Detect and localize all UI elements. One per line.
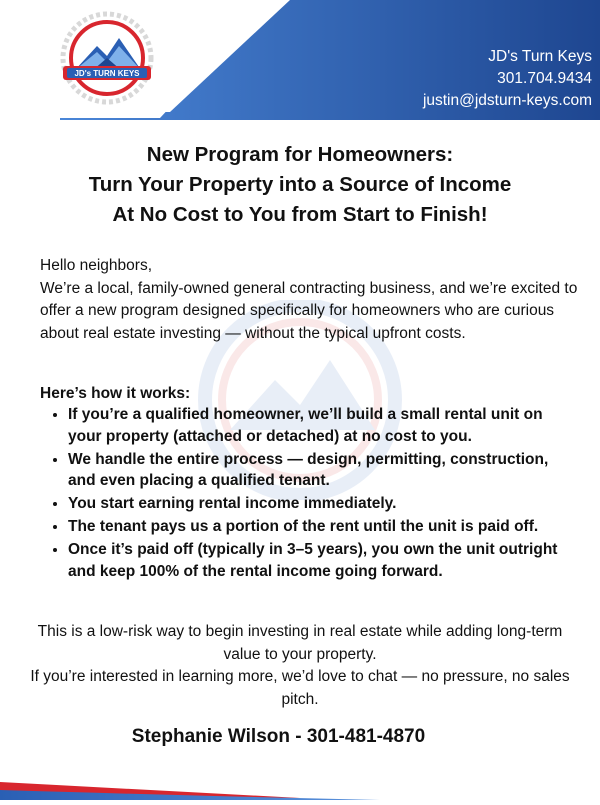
signature: Stephanie Wilson - 301-481-4870: [131, 726, 426, 747]
title-line-2: Turn Your Property into a Source of Income: [88, 173, 512, 196]
title-line-3: At No Cost to You from Start to Finish!: [112, 203, 488, 226]
contact-block: [423, 46, 592, 112]
logo-text: JD's TURN KEYS: [74, 69, 140, 78]
list-item: • You start earning rental income immediately.: [68, 493, 580, 515]
closing-section: [20, 621, 580, 711]
greeting: Hello neighbors,: [40, 257, 153, 274]
list-item: • If you’re a qualified homeowner, we’ll build a small rental unit on your property (attached or detached) at no cost to you.: [68, 404, 580, 447]
closing-line-2: If you’re interested in learning more, we’d love to chat — no pressure, no sales pitch.: [30, 668, 570, 708]
closing-line-1: This is a low-risk way to begin investing in real estate while adding long-term value to your property.: [37, 623, 563, 663]
list-item: • Once it’s paid off (typically in 3–5 years), you own the unit outright and keep 100% of the rental income going forward.: [68, 539, 580, 582]
company-name: JD's Turn Keys: [488, 48, 592, 65]
how-it-works-heading: Here’s how it works:: [40, 385, 191, 402]
intro-paragraph: We’re a local, family-owned general contracting business, and we’re excited to offer a new program designed specifically for homeowners who are curious about real estate investing — without the typical upfront costs.: [40, 279, 578, 342]
footer-band: [0, 760, 600, 805]
letterhead-header: [0, 0, 600, 120]
intro-section: [40, 255, 580, 345]
company-phone: 301.704.9434: [497, 70, 592, 87]
title-line-1: New Program for Homeowners:: [146, 143, 454, 166]
list-item: • We handle the entire process — design, permitting, construction, and even placing a qualified tenant.: [68, 449, 580, 492]
company-logo: [45, 8, 175, 113]
how-it-works-list: [40, 404, 580, 584]
company-email: justin@jdsturn-keys.com: [422, 92, 592, 109]
list-item: • The tenant pays us a portion of the rent until the unit is paid off.: [68, 516, 580, 538]
flyer-title: [0, 140, 600, 230]
